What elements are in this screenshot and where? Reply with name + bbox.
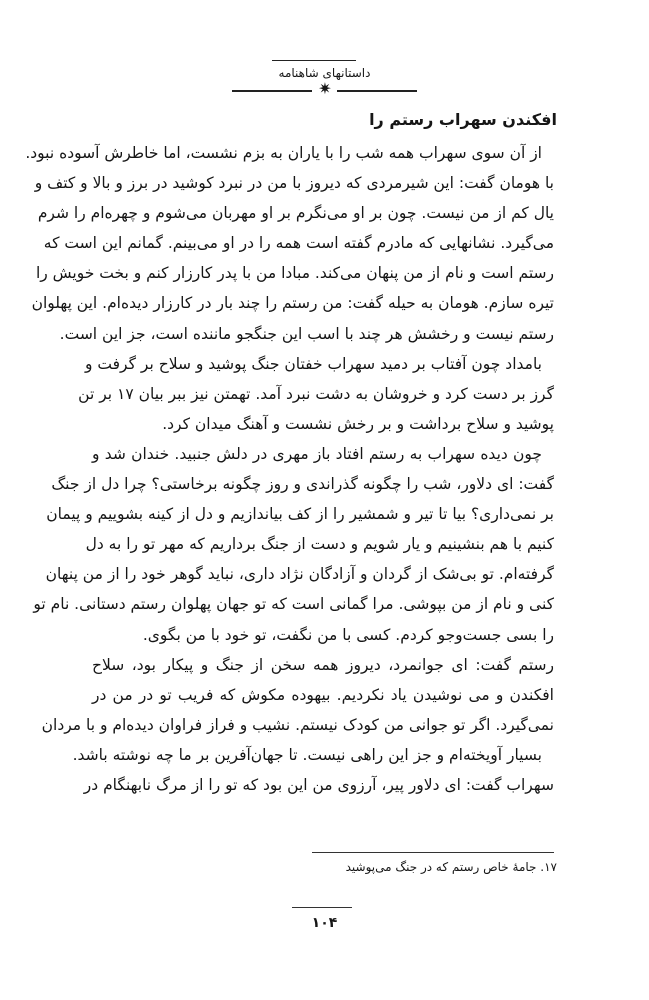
text-line: بسیار آویخته‌ام و جز این راهی نیست. تا جهان‌آفرین بر ما چه نوشته باشد. — [72, 745, 542, 764]
body-text — [25, 138, 554, 800]
text-line: چون دیده سهراب به رستم افتاد باز مهری در دلش جنبید. خندان شد و — [92, 444, 542, 463]
ornament-line-left — [232, 90, 312, 92]
text-line: بر نمی‌داری؟ بیا تا تیر و شمشیر را از کف بیاندازیم و دل از کینه بشوییم و پیمان — [46, 505, 554, 524]
text-line: رستم است و نام از من پنهان می‌کند. مبادا من با پدر کارزار کنم و بخت خویش را — [35, 264, 554, 283]
text-line: سهراب گفت: ای دلاور پیر، آرزوی من این بود که تو را از مرگ نابهنگام در — [83, 775, 554, 794]
text-line: تیره سازم. هومان به حیله گفت: من رستم را چند بار در کارزار دیده‌ام. این پهلوان — [31, 294, 554, 313]
footnote-rule — [312, 852, 554, 853]
text-line: گرز بر دست کرد و خروشان به دشت نبرد آمد. تهمتن نیز ببر بیان ۱۷ بر تن — [78, 384, 554, 403]
text-line: می‌گیرد. نشانهایی که مادرم گفته است همه را در او می‌بینم. گمانم این است که — [43, 234, 554, 253]
section-heading: افکندن سهراب رستم را — [369, 110, 557, 129]
text-line: را بسی جست‌وجو کردم. کسی با من نگفت، تو خود با من بگوی. — [142, 625, 554, 644]
footnote: ۱۷. جامهٔ خاص رستم که در جنگ می‌پوشید — [345, 860, 557, 874]
text-line: رستم گفت: ای جوانمرد، دیروز همه سخن از جنگ و پیکار بود، سلاح — [92, 655, 554, 674]
text-line: پوشید و سلاح برداشت و بر رخش نشست و آهنگ میدان کرد. — [162, 414, 554, 433]
running-header — [0, 52, 649, 102]
text-line: نمی‌گیرد. اگر تو جوانی من کودک نیستم. نشیب و فراز فراوان دیده‌ام و با مردان — [41, 715, 554, 734]
text-line: یال کم از من نیست. چون بر او می‌نگرم بر او مهربان می‌شوم و چهره‌ام را شرم — [37, 204, 554, 223]
page-number-rule — [292, 907, 352, 908]
ornament-line-right — [337, 90, 417, 92]
text-line: کنی و نام از من بپوشی. مرا گمانی است که تو جهان پهلوان رستم دستانی. نام تو — [33, 595, 554, 614]
text-line: بامداد چون آفتاب بر دمید سهراب خفتان جنگ پوشید و سلاح بر گرفت و — [85, 354, 542, 373]
header-rule — [272, 60, 356, 61]
text-line: افکندن و می نوشیدن یاد نکردیم. بیهوده مکوش که فریب تو در من در — [92, 685, 554, 704]
running-title: داستانهای شاهنامه — [278, 66, 371, 80]
page-number: ۱۰۴ — [311, 915, 338, 931]
header-ornament — [0, 79, 649, 98]
text-line: گرفته‌ام. تو بی‌شک از گردان و آزادگان نژاد داری، نباید گوهر خود را از من پنهان — [45, 565, 554, 584]
ornament-star-icon: ✷ — [318, 79, 332, 98]
text-line: گفت: ای دلاور، شب را چگونه گذراندی و روز چگونه برخاستی؟ چرا دل از جنگ — [51, 475, 554, 494]
text-line: کنیم با هم بنشینیم و یار شویم و دست از جنگ برداریم که مهر تو را به دل — [85, 535, 554, 554]
text-line: رستم نیست و رخشش هر چند با اسب این جنگجو ماننده است، جز این است. — [59, 324, 554, 343]
text-line: از آن سوی سهراب همه شب را با یاران به بزم نشست، اما خاطرش آسوده نبود. — [25, 144, 542, 162]
text-line: با هومان گفت: این شیرمردی که دیروز با من در نبرد کوشید در برز و بالا و کتف و — [34, 174, 554, 193]
